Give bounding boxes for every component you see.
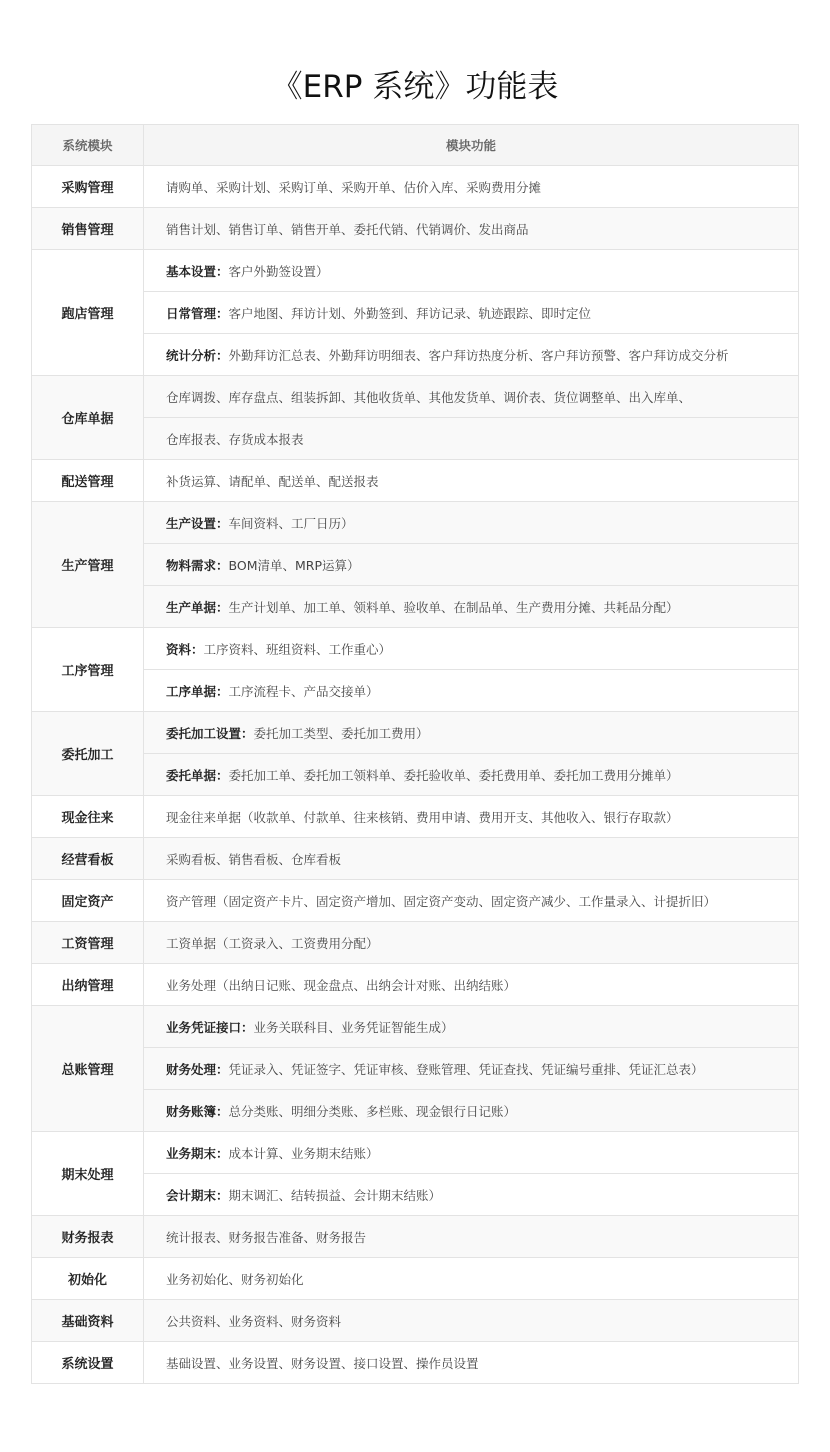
module-function xyxy=(144,1006,799,1048)
function-text: 委托加工类型、委托加工费用） xyxy=(253,725,429,741)
table-row xyxy=(32,1342,799,1384)
function-text: 期末调汇、结转损益、会计期末结账） xyxy=(228,1187,442,1203)
module-function xyxy=(144,586,799,628)
module-function xyxy=(144,166,799,208)
module-function xyxy=(144,1174,799,1216)
module-function xyxy=(144,460,799,502)
function-label: 业务期末： xyxy=(166,1145,229,1161)
table-row xyxy=(32,208,799,250)
function-text: BOM清单、MRP运算） xyxy=(228,557,360,573)
table-row xyxy=(32,250,799,292)
function-label: 生产设置： xyxy=(166,515,229,531)
module-function xyxy=(144,1216,799,1258)
function-text: 公共资料、业务资料、财务资料 xyxy=(166,1313,342,1329)
function-text: 销售计划、销售订单、销售开单、委托代销、代销调价、发出商品 xyxy=(166,221,529,237)
function-label: 委托单据： xyxy=(166,767,229,783)
module-function xyxy=(144,292,799,334)
module-name: 仓库单据 xyxy=(32,376,144,460)
module-function xyxy=(144,376,799,418)
table-row xyxy=(32,1132,799,1174)
module-name: 采购管理 xyxy=(32,166,144,208)
table-row xyxy=(32,292,799,334)
module-name: 财务报表 xyxy=(32,1216,144,1258)
table-row xyxy=(32,1174,799,1216)
table-row xyxy=(32,670,799,712)
module-function xyxy=(144,1342,799,1384)
module-name: 销售管理 xyxy=(32,208,144,250)
module-function xyxy=(144,712,799,754)
table-row xyxy=(32,1300,799,1342)
function-text: 补货运算、请配单、配送单、配送报表 xyxy=(166,473,379,489)
module-name: 配送管理 xyxy=(32,460,144,502)
table-row xyxy=(32,544,799,586)
table-row xyxy=(32,712,799,754)
table-row xyxy=(32,166,799,208)
table-header-row xyxy=(32,125,799,166)
function-text: 资产管理（固定资产卡片、固定资产增加、固定资产变动、固定资产减少、工作量录入、计提折旧） xyxy=(166,893,717,909)
module-function xyxy=(144,502,799,544)
table-row xyxy=(32,1090,799,1132)
table-row xyxy=(32,754,799,796)
table-row xyxy=(32,964,799,1006)
module-function xyxy=(144,922,799,964)
function-text: 基础设置、业务设置、财务设置、接口设置、操作员设置 xyxy=(166,1355,479,1371)
function-label: 财务处理： xyxy=(166,1061,229,1077)
header-module: 系统模块 xyxy=(32,125,144,166)
function-label: 资料： xyxy=(166,641,204,657)
table-row xyxy=(32,1048,799,1090)
table-row xyxy=(32,586,799,628)
module-function xyxy=(144,418,799,460)
table-row xyxy=(32,1258,799,1300)
module-function xyxy=(144,1048,799,1090)
function-label: 生产单据： xyxy=(166,599,229,615)
function-label: 业务凭证接口： xyxy=(166,1019,254,1035)
function-text: 总分类账、明细分类账、多栏账、现金银行日记账） xyxy=(228,1103,517,1119)
table-row xyxy=(32,838,799,880)
module-function xyxy=(144,544,799,586)
module-function xyxy=(144,796,799,838)
module-name: 生产管理 xyxy=(32,502,144,628)
module-function xyxy=(144,754,799,796)
function-text: 统计报表、财务报告准备、财务报告 xyxy=(166,1229,367,1245)
module-name: 工序管理 xyxy=(32,628,144,712)
module-function xyxy=(144,1090,799,1132)
module-function xyxy=(144,250,799,292)
table-row xyxy=(32,376,799,418)
module-name: 委托加工 xyxy=(32,712,144,796)
module-function xyxy=(144,838,799,880)
function-text: 生产计划单、加工单、领料单、验收单、在制品单、生产费用分摊、共耗品分配） xyxy=(228,599,679,615)
module-name: 基础资料 xyxy=(32,1300,144,1342)
module-name: 初始化 xyxy=(32,1258,144,1300)
module-function xyxy=(144,670,799,712)
table-row xyxy=(32,334,799,376)
module-name: 系统设置 xyxy=(32,1342,144,1384)
module-name: 总账管理 xyxy=(32,1006,144,1132)
function-text: 委托加工单、委托加工领料单、委托验收单、委托费用单、委托加工费用分摊单） xyxy=(228,767,679,783)
function-text: 请购单、采购计划、采购订单、采购开单、估价入库、采购费用分摊 xyxy=(166,179,542,195)
module-name: 出纳管理 xyxy=(32,964,144,1006)
module-name: 现金往来 xyxy=(32,796,144,838)
function-text: 工序流程卡、产品交接单） xyxy=(228,683,379,699)
table-row xyxy=(32,502,799,544)
table-row xyxy=(32,880,799,922)
function-text: 采购看板、销售看板、仓库看板 xyxy=(166,851,342,867)
function-text: 业务初始化、财务初始化 xyxy=(166,1271,304,1287)
module-function xyxy=(144,1132,799,1174)
module-name: 跑店管理 xyxy=(32,250,144,376)
module-function xyxy=(144,334,799,376)
function-text: 工序资料、班组资料、工作重心） xyxy=(203,641,392,657)
page-title: 《ERP 系统》功能表 xyxy=(271,68,559,105)
function-text: 凭证录入、凭证签字、凭证审核、登账管理、凭证查找、凭证编号重排、凭证汇总表） xyxy=(228,1061,704,1077)
module-function xyxy=(144,964,799,1006)
function-text: 仓库调拨、库存盘点、组装拆卸、其他收货单、其他发货单、调价表、货位调整单、出入库单、 xyxy=(166,389,692,405)
function-text: 业务处理（出纳日记账、现金盘点、出纳会计对账、出纳结账） xyxy=(166,977,517,993)
function-text: 车间资料、工厂日历） xyxy=(228,515,354,531)
function-text: 客户外勤签设置） xyxy=(228,263,329,279)
module-name: 期末处理 xyxy=(32,1132,144,1216)
function-label: 基本设置： xyxy=(166,263,229,279)
function-label: 委托加工设置： xyxy=(166,725,254,741)
function-text: 客户地图、拜访计划、外勤签到、拜访记录、轨迹跟踪、即时定位 xyxy=(228,305,592,321)
function-table xyxy=(31,124,799,1384)
table-row xyxy=(32,922,799,964)
module-function xyxy=(144,1300,799,1342)
function-text: 成本计算、业务期末结账） xyxy=(228,1145,379,1161)
table-row xyxy=(32,628,799,670)
module-function xyxy=(144,628,799,670)
function-label: 物料需求： xyxy=(166,557,229,573)
module-name: 固定资产 xyxy=(32,880,144,922)
table-row xyxy=(32,1006,799,1048)
function-label: 统计分析： xyxy=(166,347,229,363)
module-name: 经营看板 xyxy=(32,838,144,880)
table-row xyxy=(32,418,799,460)
table-row xyxy=(32,460,799,502)
table-body xyxy=(32,166,799,1384)
table-row xyxy=(32,796,799,838)
module-name: 工资管理 xyxy=(32,922,144,964)
function-label: 会计期末： xyxy=(166,1187,229,1203)
function-text: 工资单据（工资录入、工资费用分配） xyxy=(166,935,379,951)
function-text: 业务关联科目、业务凭证智能生成） xyxy=(253,1019,454,1035)
function-label: 工序单据： xyxy=(166,683,229,699)
module-function xyxy=(144,880,799,922)
table-row xyxy=(32,1216,799,1258)
function-text: 现金往来单据（收款单、付款单、往来核销、费用申请、费用开支、其他收入、银行存取款） xyxy=(166,809,679,825)
module-function xyxy=(144,208,799,250)
module-function xyxy=(144,1258,799,1300)
function-text: 外勤拜访汇总表、外勤拜访明细表、客户拜访热度分析、客户拜访预警、客户拜访成交分析 xyxy=(228,347,729,363)
function-text: 仓库报表、存货成本报表 xyxy=(166,431,304,447)
function-label: 日常管理： xyxy=(166,305,229,321)
function-label: 财务账簿： xyxy=(166,1103,229,1119)
header-function: 模块功能 xyxy=(144,125,799,166)
